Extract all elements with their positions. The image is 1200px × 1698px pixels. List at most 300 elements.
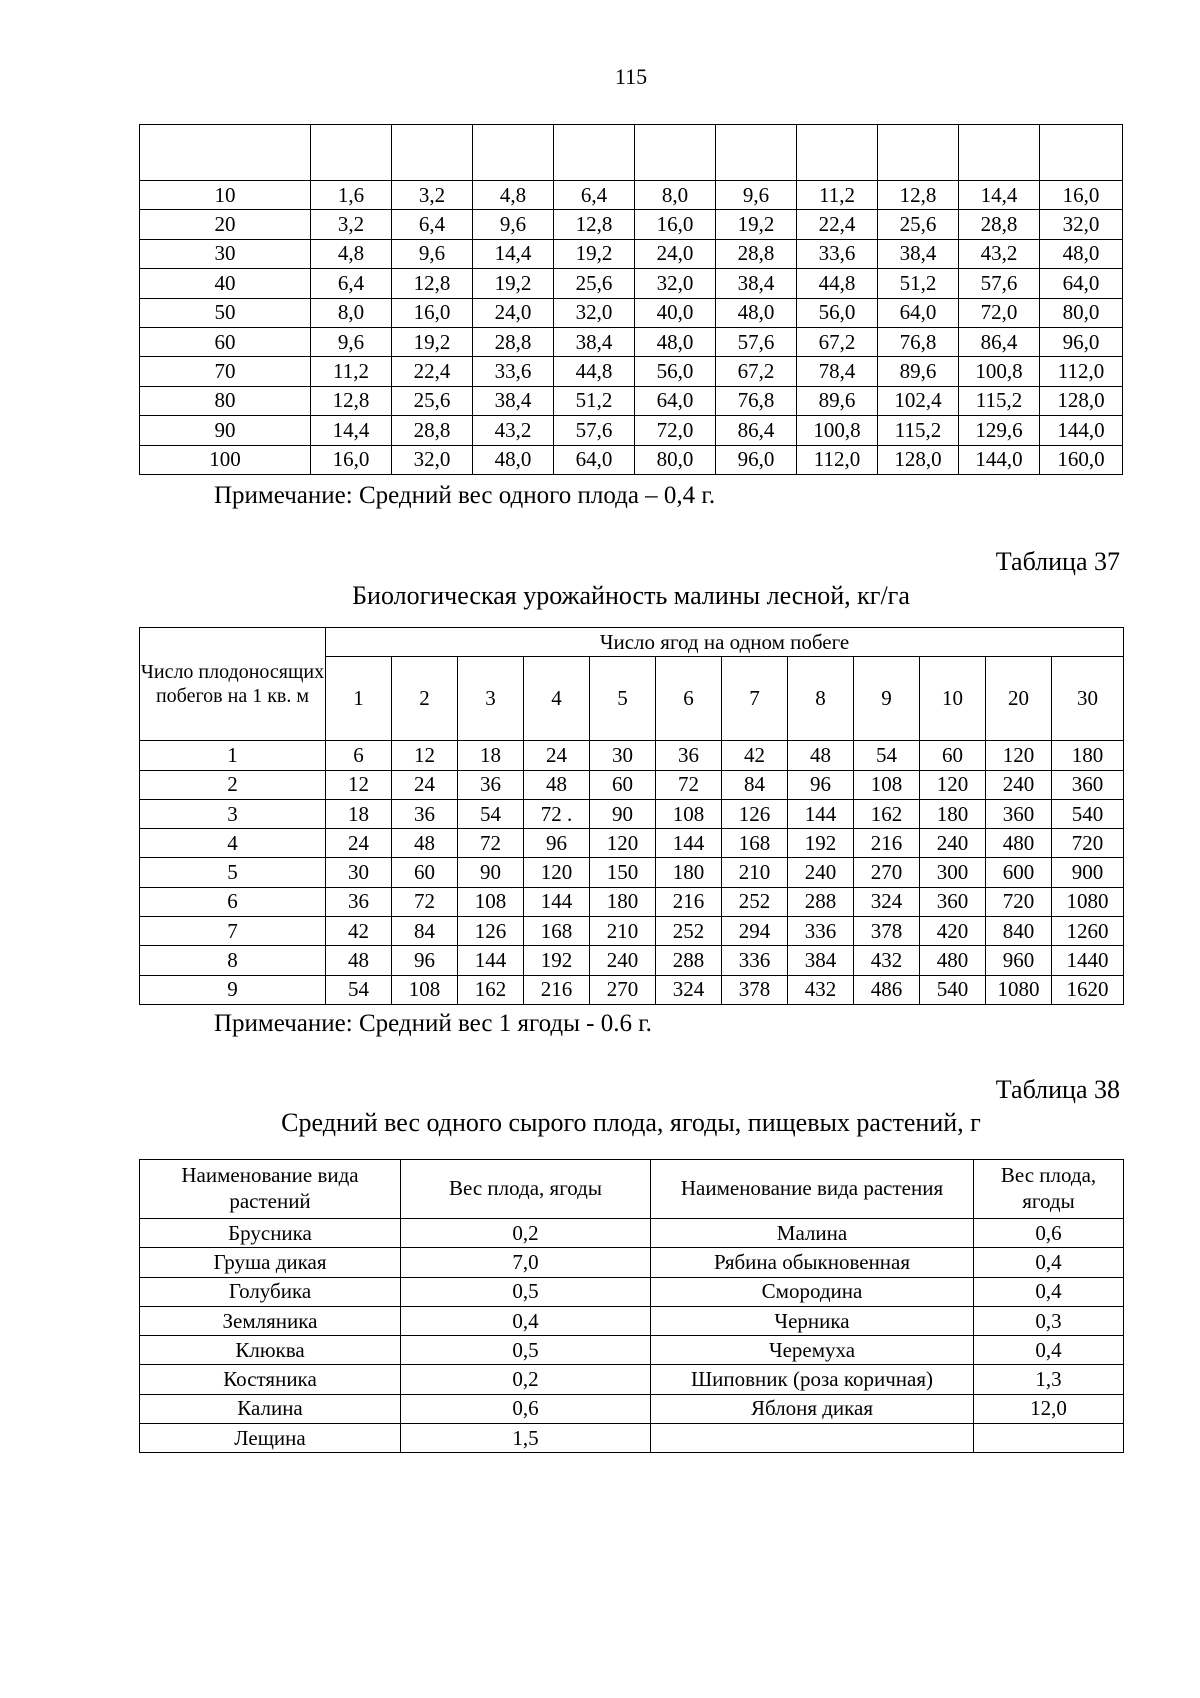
table-cell: 100: [140, 445, 311, 474]
table-cell: 67,2: [797, 327, 878, 356]
table-cell: 288: [788, 887, 854, 916]
table-header-row: [140, 1160, 1124, 1219]
table-cell: 16,0: [311, 445, 392, 474]
table-cell: Брусника: [140, 1219, 401, 1248]
table-row: [140, 1365, 1124, 1394]
table-cell: 11,2: [797, 181, 878, 210]
table-cell: 0,2: [401, 1219, 651, 1248]
table-cell: 48: [788, 741, 854, 770]
table-37-title: Биологическая урожайность малины лесной, кг/га: [352, 581, 910, 610]
table-cell: 86,4: [959, 327, 1040, 356]
table-cell: 19,2: [473, 269, 554, 298]
table-cell: 112,0: [797, 445, 878, 474]
table-cell: 480: [986, 829, 1052, 858]
table-cell: 0,4: [974, 1336, 1124, 1365]
table-cell: 44,8: [797, 269, 878, 298]
table-cell: 0,4: [401, 1306, 651, 1335]
table-cell: 7: [140, 917, 326, 946]
table-cell: 12,8: [392, 269, 473, 298]
table-cell: 4,8: [311, 239, 392, 268]
table-cell: 120: [920, 770, 986, 799]
table-cell: Яблоня дикая: [651, 1394, 974, 1423]
table-cell: 24,0: [635, 239, 716, 268]
table-cell: 4: [140, 829, 326, 858]
table-cell: 28,8: [959, 210, 1040, 239]
table-row: [140, 829, 1124, 858]
table-cell: 50: [140, 298, 311, 327]
table-cell: [140, 125, 311, 181]
table-cell: 30: [590, 741, 656, 770]
table-cell: 38,4: [716, 269, 797, 298]
table-cell: 2: [140, 770, 326, 799]
table-cell: 60: [590, 770, 656, 799]
table-cell: 129,6: [959, 416, 1040, 445]
table-cell: 144,0: [1040, 416, 1123, 445]
table-cell: 86,4: [716, 416, 797, 445]
table-cell: 112,0: [1040, 357, 1123, 386]
table-37-number: Таблица 37: [995, 547, 1120, 576]
table-cell: 76,8: [716, 386, 797, 415]
table-cell: 33,6: [473, 357, 554, 386]
table-cell: 192: [524, 946, 590, 975]
table-cell: 84: [722, 770, 788, 799]
table-cell: 432: [788, 975, 854, 1004]
table-cell: 115,2: [878, 416, 959, 445]
table-cell: 60: [920, 741, 986, 770]
table-cell: 324: [854, 887, 920, 916]
table-row: [140, 445, 1123, 474]
table-row: [140, 416, 1123, 445]
table-cell: 3: [140, 799, 326, 828]
column-header: 9: [854, 657, 920, 741]
table-38-title: Средний вес одного сырого плода, ягоды, пищевых растений, г: [281, 1108, 981, 1137]
table-cell: 9: [140, 975, 326, 1004]
table-row: [140, 1424, 1124, 1453]
column-header: 2: [392, 657, 458, 741]
table-cell: 11,2: [311, 357, 392, 386]
column-header: 6: [656, 657, 722, 741]
table-cell: Малина: [651, 1219, 974, 1248]
table-cell: 0,4: [974, 1277, 1124, 1306]
table-cell: 19,2: [716, 210, 797, 239]
table-cell: 288: [656, 946, 722, 975]
table-cell: 40: [140, 269, 311, 298]
table-row: [140, 239, 1123, 268]
table-cell: 78,4: [797, 357, 878, 386]
table-cell: 420: [920, 917, 986, 946]
table-cell: 216: [524, 975, 590, 1004]
table-cell: 3,2: [392, 181, 473, 210]
table-cell: 324: [656, 975, 722, 1004]
table-cell: 162: [854, 799, 920, 828]
table-cell: 270: [854, 858, 920, 887]
table-cell: [878, 125, 959, 181]
table-cell: 360: [1052, 770, 1124, 799]
table-cell: 64,0: [878, 298, 959, 327]
table-row: [140, 1277, 1124, 1306]
table-cell: 28,8: [716, 239, 797, 268]
table-cell: 480: [920, 946, 986, 975]
table-cell: 48,0: [635, 327, 716, 356]
table-cell: 4,8: [473, 181, 554, 210]
table-cell: 168: [524, 917, 590, 946]
table-cell: 360: [986, 799, 1052, 828]
table-36-body: [140, 125, 1123, 475]
column-header: 10: [920, 657, 986, 741]
table-cell: 20: [140, 210, 311, 239]
column-header: 30: [1052, 657, 1124, 741]
table-cell: 0,6: [974, 1219, 1124, 1248]
table-cell: 25,6: [878, 210, 959, 239]
table-cell: 120: [590, 829, 656, 858]
table-cell: 5: [140, 858, 326, 887]
table-cell: 180: [590, 887, 656, 916]
table-cell: 115,2: [959, 386, 1040, 415]
table-36-note: Примечание: Средний вес одного плода – 0,4 г.: [214, 482, 716, 509]
table-cell: 72,0: [959, 298, 1040, 327]
table-cell: 378: [854, 917, 920, 946]
table-cell: 32,0: [392, 445, 473, 474]
table-cell: 6: [326, 741, 392, 770]
table-cell: 48: [392, 829, 458, 858]
table-cell: 1080: [1052, 887, 1124, 916]
table-cell: 1620: [1052, 975, 1124, 1004]
table-cell: 108: [656, 799, 722, 828]
table-row: [140, 1306, 1124, 1335]
table-cell: Калина: [140, 1394, 401, 1423]
table-cell: 120: [986, 741, 1052, 770]
column-header: 7: [722, 657, 788, 741]
table-cell: 76,8: [878, 327, 959, 356]
table-cell: 84: [392, 917, 458, 946]
table-cell: 192: [788, 829, 854, 858]
table-cell: 108: [854, 770, 920, 799]
table-cell: 30: [326, 858, 392, 887]
table-cell: 10: [140, 181, 311, 210]
table-cell: 60: [392, 858, 458, 887]
table-cell: Земляника: [140, 1306, 401, 1335]
table-cell: 44,8: [554, 357, 635, 386]
table-cell: 9,6: [311, 327, 392, 356]
table-cell: 100,8: [959, 357, 1040, 386]
column-group-header: Число ягод на одном побеге: [326, 628, 1124, 657]
table-cell: 8,0: [311, 298, 392, 327]
table-cell: 24: [326, 829, 392, 858]
table-cell: 28,8: [392, 416, 473, 445]
table-cell: 90: [140, 416, 311, 445]
table-cell: 120: [524, 858, 590, 887]
table-header-row: [140, 628, 1124, 657]
table-cell: 150: [590, 858, 656, 887]
table-cell: 96: [392, 946, 458, 975]
table-37-body: [140, 628, 1124, 1005]
table-cell: 48,0: [716, 298, 797, 327]
table-37: [139, 627, 1124, 1005]
table-cell: 48,0: [473, 445, 554, 474]
table-cell: 128,0: [1040, 386, 1123, 415]
table-cell: Рябина обыкновенная: [651, 1248, 974, 1277]
table-row: [140, 1219, 1124, 1248]
table-cell: Смородина: [651, 1277, 974, 1306]
table-cell: [554, 125, 635, 181]
table-cell: 9,6: [392, 239, 473, 268]
table-cell: 51,2: [554, 386, 635, 415]
table-cell: 16,0: [392, 298, 473, 327]
table-cell: 36: [392, 799, 458, 828]
table-cell: 486: [854, 975, 920, 1004]
table-cell: 19,2: [554, 239, 635, 268]
table-cell: 6,4: [554, 181, 635, 210]
table-cell: 14,4: [311, 416, 392, 445]
table-row: [140, 887, 1124, 916]
table-cell: [473, 125, 554, 181]
table-row: [140, 386, 1123, 415]
table-row: [140, 181, 1123, 210]
column-header: 20: [986, 657, 1052, 741]
table-cell: 108: [392, 975, 458, 1004]
table-cell: 12,8: [878, 181, 959, 210]
table-cell: 9,6: [716, 181, 797, 210]
table-cell: [974, 1424, 1124, 1453]
table-cell: 70: [140, 357, 311, 386]
table-cell: 80,0: [635, 445, 716, 474]
table-cell: 8,0: [635, 181, 716, 210]
table-cell: 14,4: [473, 239, 554, 268]
table-38-body: [140, 1160, 1124, 1453]
table-cell: 25,6: [392, 386, 473, 415]
table-cell: 96,0: [716, 445, 797, 474]
table-cell: 43,2: [959, 239, 1040, 268]
table-cell: 900: [1052, 858, 1124, 887]
table-cell: [797, 125, 878, 181]
table-cell: [959, 125, 1040, 181]
table-cell: 216: [854, 829, 920, 858]
table-cell: 384: [788, 946, 854, 975]
table-cell: 1080: [986, 975, 1052, 1004]
table-cell: 38,4: [878, 239, 959, 268]
table-cell: 378: [722, 975, 788, 1004]
column-header: Вес плода, ягоды: [974, 1160, 1124, 1219]
column-header: 8: [788, 657, 854, 741]
table-cell: 144: [524, 887, 590, 916]
table-cell: 144: [656, 829, 722, 858]
table-cell: 72: [392, 887, 458, 916]
table-cell: 64,0: [635, 386, 716, 415]
table-cell: 240: [590, 946, 656, 975]
row-header-cell: Число плодоносящих побегов на 1 кв. м: [140, 628, 326, 741]
table-cell: 67,2: [716, 357, 797, 386]
table-cell: 0,6: [401, 1394, 651, 1423]
table-cell: 22,4: [797, 210, 878, 239]
column-header: Наименование вида растения: [651, 1160, 974, 1219]
table-cell: 6,4: [311, 269, 392, 298]
table-cell: 180: [920, 799, 986, 828]
table-cell: 12: [392, 741, 458, 770]
table-cell: 1,3: [974, 1365, 1124, 1394]
table-cell: 32,0: [635, 269, 716, 298]
table-cell: 240: [788, 858, 854, 887]
table-cell: 32,0: [1040, 210, 1123, 239]
table-cell: 14,4: [959, 181, 1040, 210]
table-row: [140, 269, 1123, 298]
table-row: [140, 917, 1124, 946]
table-cell: 126: [722, 799, 788, 828]
column-header: 4: [524, 657, 590, 741]
table-row: [140, 298, 1123, 327]
table-cell: 54: [326, 975, 392, 1004]
table-cell: 6,4: [392, 210, 473, 239]
table-cell: 162: [458, 975, 524, 1004]
table-cell: 42: [326, 917, 392, 946]
table-cell: 56,0: [797, 298, 878, 327]
table-36-continuation: [139, 124, 1123, 475]
table-row: [140, 1248, 1124, 1277]
table-cell: 24: [524, 741, 590, 770]
table-cell: 57,6: [959, 269, 1040, 298]
column-header: 1: [326, 657, 392, 741]
table-cell: 80,0: [1040, 298, 1123, 327]
table-row: [140, 770, 1124, 799]
table-cell: [635, 125, 716, 181]
table-cell: 89,6: [797, 386, 878, 415]
table-cell: 720: [986, 887, 1052, 916]
table-cell: 90: [458, 858, 524, 887]
table-cell: 96: [788, 770, 854, 799]
table-cell: 38,4: [554, 327, 635, 356]
table-cell: 18: [458, 741, 524, 770]
table-cell: 144,0: [959, 445, 1040, 474]
table-cell: 60: [140, 327, 311, 356]
table-cell: 24,0: [473, 298, 554, 327]
table-cell: 840: [986, 917, 1052, 946]
table-cell: 48: [524, 770, 590, 799]
table-cell: 294: [722, 917, 788, 946]
table-cell: [311, 125, 392, 181]
table-row: [140, 975, 1124, 1004]
column-header: Наименование вида растений: [140, 1160, 401, 1219]
table-cell: 0,5: [401, 1277, 651, 1306]
table-cell: 43,2: [473, 416, 554, 445]
table-cell: 48: [326, 946, 392, 975]
table-cell: 56,0: [635, 357, 716, 386]
table-cell: Костяника: [140, 1365, 401, 1394]
table-cell: 9,6: [473, 210, 554, 239]
table-cell: 40,0: [635, 298, 716, 327]
table-cell: 51,2: [878, 269, 959, 298]
table-cell: 57,6: [554, 416, 635, 445]
table-cell: 16,0: [1040, 181, 1123, 210]
table-cell: 144: [788, 799, 854, 828]
table-cell: 1440: [1052, 946, 1124, 975]
table-cell: 168: [722, 829, 788, 858]
table-cell: 12: [326, 770, 392, 799]
table-cell: 180: [656, 858, 722, 887]
table-cell: [392, 125, 473, 181]
table-cell: 89,6: [878, 357, 959, 386]
table-cell: 1260: [1052, 917, 1124, 946]
table-cell: 19,2: [392, 327, 473, 356]
table-cell: 144: [458, 946, 524, 975]
table-row: [140, 1394, 1124, 1423]
table-cell: [1040, 125, 1123, 181]
table-cell: Клюква: [140, 1336, 401, 1365]
table-cell: 108: [458, 887, 524, 916]
table-row: [140, 1336, 1124, 1365]
table-cell: 240: [986, 770, 1052, 799]
column-header: 3: [458, 657, 524, 741]
table-cell: 22,4: [392, 357, 473, 386]
column-header: 5: [590, 657, 656, 741]
table-cell: 540: [1052, 799, 1124, 828]
table-cell: Черемуха: [651, 1336, 974, 1365]
table-cell: 100,8: [797, 416, 878, 445]
table-cell: 6: [140, 887, 326, 916]
table-cell: 128,0: [878, 445, 959, 474]
table-cell: 12,8: [554, 210, 635, 239]
table-cell: 0,5: [401, 1336, 651, 1365]
table-cell: 48,0: [1040, 239, 1123, 268]
table-cell: 32,0: [554, 298, 635, 327]
table-row: [140, 946, 1124, 975]
table-cell: 102,4: [878, 386, 959, 415]
table-cell: 252: [722, 887, 788, 916]
table-cell: 54: [458, 799, 524, 828]
table-cell: 0,2: [401, 1365, 651, 1394]
table-cell: Лещина: [140, 1424, 401, 1453]
column-header: Вес плода, ягоды: [401, 1160, 651, 1219]
table-cell: 42: [722, 741, 788, 770]
table-cell: 336: [722, 946, 788, 975]
table-cell: [716, 125, 797, 181]
page-number: 115: [614, 64, 648, 89]
table-cell: 0,3: [974, 1306, 1124, 1335]
table-cell: 72: [458, 829, 524, 858]
table-cell: 1,5: [401, 1424, 651, 1453]
table-cell: 72: [656, 770, 722, 799]
table-row: [140, 858, 1124, 887]
table-cell: 36: [458, 770, 524, 799]
table-cell: [651, 1424, 974, 1453]
table-cell: Шиповник (роза коричная): [651, 1365, 974, 1394]
table-cell: 12,0: [974, 1394, 1124, 1423]
table-cell: 960: [986, 946, 1052, 975]
table-row: [140, 357, 1123, 386]
table-cell: 57,6: [716, 327, 797, 356]
table-cell: 64,0: [554, 445, 635, 474]
table-cell: 600: [986, 858, 1052, 887]
table-cell: 33,6: [797, 239, 878, 268]
table-cell: 336: [788, 917, 854, 946]
table-cell: 90: [590, 799, 656, 828]
table-cell: Голубика: [140, 1277, 401, 1306]
table-cell: Черника: [651, 1306, 974, 1335]
table-cell: 210: [722, 858, 788, 887]
table-cell: 96: [524, 829, 590, 858]
table-cell: 80: [140, 386, 311, 415]
table-cell: 0,4: [974, 1248, 1124, 1277]
table-cell: 18: [326, 799, 392, 828]
table-cell: 240: [920, 829, 986, 858]
table-cell: 25,6: [554, 269, 635, 298]
table-cell: 1: [140, 741, 326, 770]
table-38: [139, 1159, 1124, 1453]
table-cell: 252: [656, 917, 722, 946]
table-cell: 210: [590, 917, 656, 946]
table-cell: 36: [656, 741, 722, 770]
table-cell: Груша дикая: [140, 1248, 401, 1277]
table-cell: 24: [392, 770, 458, 799]
table-cell: 8: [140, 946, 326, 975]
